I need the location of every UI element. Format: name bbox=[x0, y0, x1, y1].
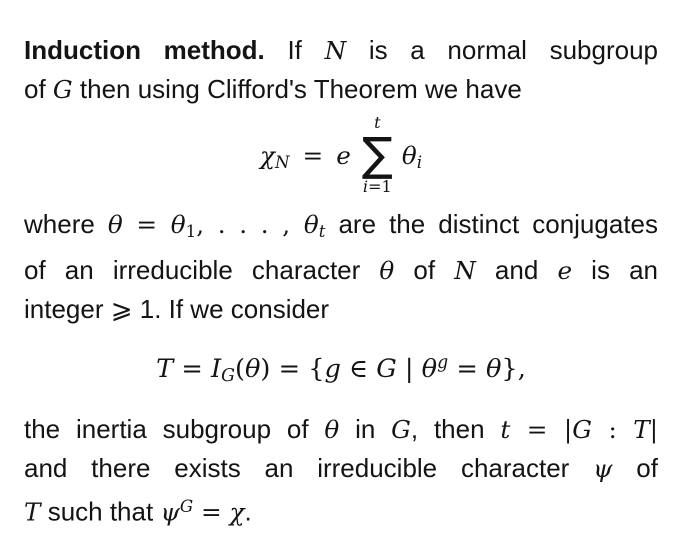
math-theta: θ bbox=[485, 354, 502, 385]
paragraph-intro bbox=[24, 31, 658, 109]
sigma-icon: ∑ bbox=[361, 127, 393, 182]
element-of-sign: ∈ bbox=[340, 354, 377, 385]
colon: : bbox=[591, 414, 634, 444]
text-run: of bbox=[612, 452, 658, 483]
math-chi-subscript-N: N bbox=[274, 153, 290, 173]
vertical-bar: | bbox=[396, 354, 422, 385]
math-e: e bbox=[557, 256, 573, 286]
summation-symbol bbox=[362, 113, 393, 197]
text-line bbox=[24, 410, 658, 449]
math-N: N bbox=[454, 256, 476, 286]
paragraph-conjugates bbox=[24, 205, 658, 328]
text-run: If bbox=[264, 35, 325, 65]
math-g: g bbox=[324, 354, 341, 385]
equals-sign: = bbox=[302, 141, 324, 171]
math-N: N bbox=[324, 36, 347, 65]
text-run: where bbox=[24, 209, 108, 240]
equation-inertia-group bbox=[24, 343, 658, 396]
math-subscript-t: t bbox=[318, 222, 326, 242]
heading-induction-method: Induction method. bbox=[24, 35, 265, 65]
text-run: in bbox=[339, 413, 392, 444]
equals-sign: = bbox=[173, 354, 212, 385]
text-line bbox=[24, 251, 658, 290]
math-theta: θ bbox=[401, 141, 417, 171]
text-run: and there exists an irreducible character bbox=[24, 452, 594, 483]
text-run: , then bbox=[410, 413, 501, 444]
equation-clifford-sum bbox=[24, 115, 658, 199]
math-t: t bbox=[374, 113, 381, 132]
paragraph-inertia bbox=[24, 410, 658, 532]
open-paren: ( bbox=[234, 354, 245, 385]
math-superscript-G: G bbox=[179, 496, 194, 516]
text-run: is a normal subgroup bbox=[346, 35, 658, 65]
math-G: G bbox=[391, 414, 411, 444]
math-T: T bbox=[156, 354, 174, 385]
math-t: t bbox=[500, 414, 511, 444]
math-theta: θ bbox=[244, 354, 261, 385]
math-theta: θ bbox=[303, 210, 319, 240]
text-run: the inertia subgroup of bbox=[24, 413, 325, 444]
text-line bbox=[24, 449, 658, 488]
text-line bbox=[24, 70, 658, 109]
text-line bbox=[24, 31, 658, 70]
math-theta-subscript-i: i bbox=[416, 153, 423, 173]
equals-bar: = | bbox=[510, 414, 573, 444]
vertical-bar: | bbox=[649, 414, 659, 444]
math-theta: θ bbox=[421, 354, 438, 385]
text-run: are the distinct conjugates bbox=[325, 209, 658, 240]
text-run: of bbox=[394, 255, 455, 286]
text-run: of an irreducible character bbox=[24, 255, 380, 286]
text-run: such that bbox=[40, 496, 161, 527]
math-psi: ψ bbox=[160, 497, 180, 527]
close-brace-comma: }, bbox=[501, 354, 526, 385]
text-run: of bbox=[24, 74, 53, 104]
math-I-subscript-G: G bbox=[221, 366, 235, 387]
text-run: is an bbox=[572, 255, 658, 286]
equals-sign: = bbox=[193, 497, 230, 527]
text-line bbox=[24, 488, 658, 532]
math-theta: θ bbox=[324, 414, 340, 444]
sum-lower-limit bbox=[363, 177, 392, 197]
text-run: and bbox=[475, 255, 558, 286]
text-run: then using Clifford's Theorem we have bbox=[72, 74, 522, 104]
math-i: i bbox=[362, 177, 368, 197]
math-G: G bbox=[52, 75, 73, 104]
math-e: e bbox=[336, 141, 351, 171]
text-run: integer ⩾ 1. If we consider bbox=[24, 294, 330, 325]
ellipsis: , . . . , bbox=[196, 210, 304, 240]
equals-sign: = bbox=[122, 210, 171, 240]
text-run: =1 bbox=[368, 177, 392, 197]
equals-sign: = bbox=[448, 354, 486, 385]
close-paren-equals-brace: ) = { bbox=[260, 354, 325, 385]
math-G: G bbox=[572, 414, 592, 444]
math-I: I bbox=[211, 354, 222, 385]
math-T: T bbox=[633, 414, 650, 444]
math-theta: θ bbox=[107, 210, 123, 240]
math-theta: θ bbox=[379, 256, 395, 286]
math-superscript-g: g bbox=[437, 353, 449, 374]
math-chi: χ bbox=[229, 497, 245, 527]
math-chi: χ bbox=[259, 141, 275, 171]
math-subscript-1: 1 bbox=[185, 222, 197, 242]
math-G: G bbox=[376, 354, 397, 385]
text-line bbox=[24, 205, 658, 251]
math-theta: θ bbox=[170, 210, 186, 240]
text-run: . bbox=[244, 496, 252, 527]
math-T: T bbox=[24, 497, 41, 527]
math-psi: ψ bbox=[593, 453, 613, 483]
text-line bbox=[24, 290, 658, 328]
